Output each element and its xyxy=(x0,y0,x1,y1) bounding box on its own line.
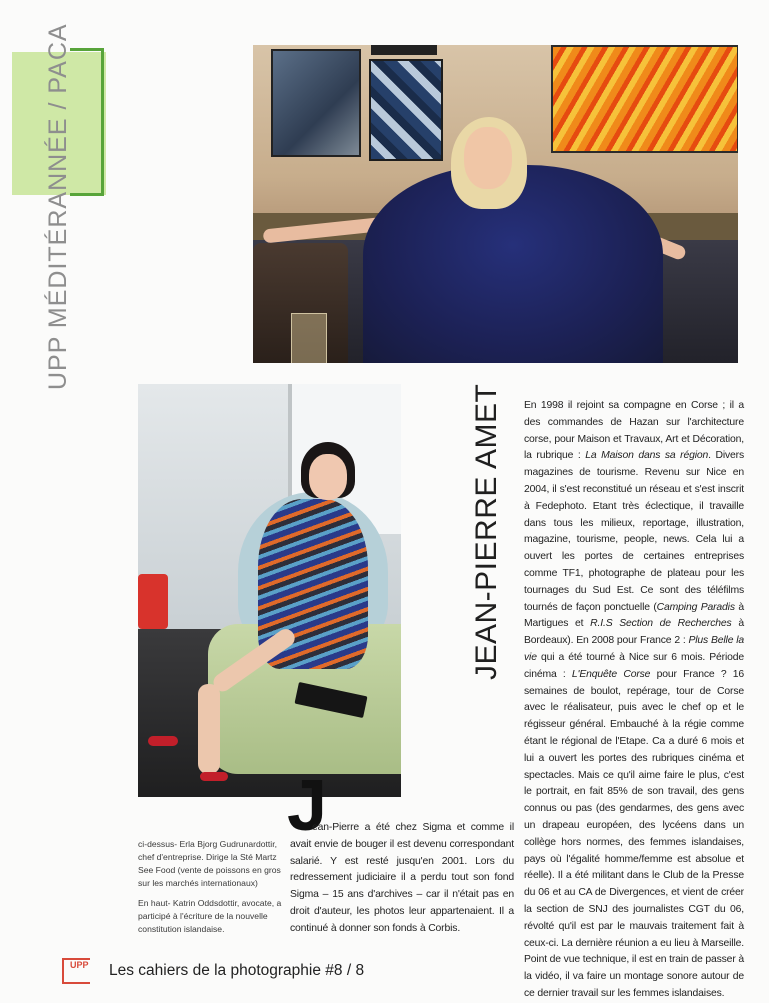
logo-text: UPP xyxy=(70,960,89,970)
photo2-shoe-left xyxy=(148,736,178,746)
text-run: qui a été tourné à Nice sur 6 mois. Période cinéma : xyxy=(524,651,744,680)
text-run: En 1998 il rejoint sa compagne en Corse ; il a des commandes de Hazan sur l'architecture corse, pour Maison et Travaux, Art et Décoration, la rubrique : xyxy=(524,400,744,462)
drop-cap: J xyxy=(287,766,328,846)
upp-logo xyxy=(62,958,90,984)
photo-person-face xyxy=(464,127,512,189)
painting-middle xyxy=(369,59,443,161)
article-left-column: ean-Pierre a été chez Sigma et comme il avait envie de bouger il est devenu correspondant salarié. Y est resté jusqu'en 2001. Lors du redressement judiciaire il a perdu tout son fond Sigma – 15 ans d'archives – car il n'était pas en droit d'auteur, les photos leur appartenaient. Il a continué à donner son fonds à Corbis. xyxy=(290,822,514,934)
painting-left xyxy=(271,49,361,157)
painting-frame-top xyxy=(371,45,437,55)
painting-orange xyxy=(551,45,738,153)
caption-lower-photo: ci-dessus- Erla Bjorg Gudrunardottir, chef d'entreprise. Dirige la Sté Martz See Food (vente de poissons en gros sur les marchés internationaux) xyxy=(138,839,281,888)
text-run-italic: Camping Paradis xyxy=(656,601,735,613)
photo-glass xyxy=(291,313,327,363)
text-run: . Divers magazines de tourisme. Revenu sur Nice en 2004, il s'est reconstitué un réseau et s'est inscrit à Fedephoto. Etant très éclectique, il travaille dans tous les milieux, reportage, illustration, magazine, tourisme, people, news. Cela lui a ouvert les portes de certaines entreprises comme TF1, photographe de plateau pour les tournages du Sud Est. Ce sont des téléfilms tournés de façon ponctuelle ( xyxy=(524,450,745,613)
text-run-italic: L'Enquête Corse xyxy=(571,668,651,680)
caption-upper-photo: En haut- Katrin Oddsdottir, avocate, a participé à l'écriture de la nouvelle constitution islandaise. xyxy=(138,898,282,934)
photo2-red-bag xyxy=(138,574,168,629)
photographer-name-heading: JEAN-PIERRE AMET xyxy=(470,383,503,680)
section-label: UPP MÉDITÉRANNÉE / PACA xyxy=(44,23,72,390)
article-right-column xyxy=(524,398,744,1003)
text-run-italic: La Maison dans sa région xyxy=(585,450,709,462)
text-run-italic: R.I.S Section de Recherches xyxy=(590,618,732,630)
photo2-shoe-right xyxy=(200,772,228,781)
photo-seated-portrait xyxy=(138,384,401,797)
text-run: à Bordeaux). En 2008 pour France 2 : xyxy=(524,618,744,647)
photo-top-portrait xyxy=(253,45,738,363)
photo2-person-face xyxy=(309,454,347,500)
text-run: pour France ? 16 semaines de boulot, repérage, tour de Corse avec le réalisateur, puis avec le chef op et le régisseur général. Embauché à la régie comme étant le régional de l'Etape. Ca a duré 6 mois et lui a ouvert les portes des rubriques cinéma et spectacles. Mais ce qu'il aime faire le plus, c'est le portrait, en fait 85% de son travail, des gens connus ou pas (des gendarmes, des gens avec un drapeau européen, des lycéens dans un collège hors normes, des femmes islandaises, pays où l'égalité homme/femme est absolue et réelle). Il a été militant dans le Club de la Presse du 06 et au CA de Divergences, et vient de créer la section de SNJ des journalistes CGT du 06, révolté qu'il est par le mauvais traitement fait à ceux-ci. La dernière réunion a eu lieu à Marseille. Point de vue technique, il est en train de passer à la vidéo, il va faire un montage sonore autour de ce dernier travail sur les femmes islandaises. xyxy=(524,668,744,999)
footer-publication-title: Les cahiers de la photographie #8 / 8 xyxy=(109,962,365,979)
text-run: à Martigues et xyxy=(524,601,744,630)
photo2-leg-lower xyxy=(198,684,220,774)
text-run-italic: Plus Belle la vie xyxy=(524,635,744,663)
